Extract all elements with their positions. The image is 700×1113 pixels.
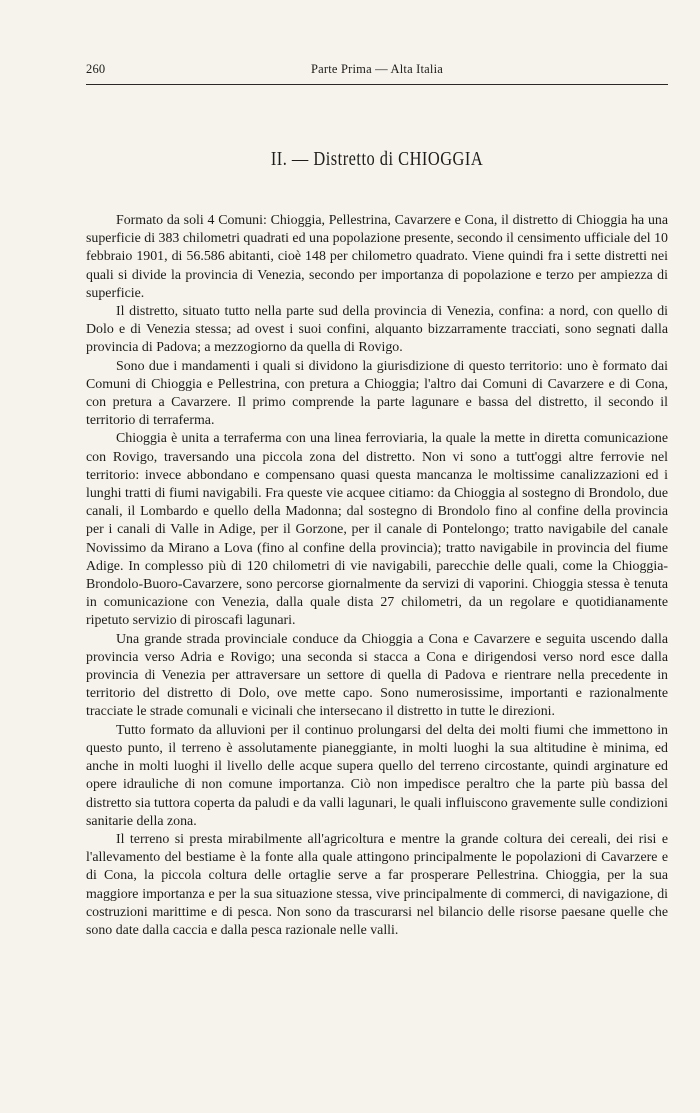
paragraph: Una grande strada provinciale conduce da Chioggia a Cona e Cavarzere e seguita uscendo dalla provincia verso Adria e Rovigo; una seconda si stacca a Cona e dirigendosi verso nord esce dalla provincia di Venezia per attraversare un settore di quella di Padova e rientrare nella precedente in territorio del distretto di Dolo, ove mette capo. Sono numerosissime, importanti e razionalmente tracciate le strade comunali e vicinali che intersecano il distretto in tutte le direzioni.	[86, 631, 668, 720]
body-text	[86, 212, 668, 940]
chapter-title: II. — Distretto di CHIOGGIA	[270, 148, 484, 170]
paragraph: Il distretto, situato tutto nella parte sud della provincia di Venezia, confina: a nord, con quello di Dolo e di Venezia stessa; ad ovest i suoi confini, alquanto bizzarramente tracciati, sono segnati dalla provincia di Padova; a mezzogiorno da quella di Rovigo.	[86, 304, 668, 356]
paragraph: Chioggia è unita a terraferma con una linea ferroviaria, la quale la mette in diretta comunicazione con Rovigo, traversando una piccola zona del distretto. Non vi sono a tutt'oggi altre ferrovie nel territorio: invece abbondano e compensano quasi questa mancanza le moltissime canalizzazioni ed i lunghi tratti di fiumi navigabili. Fra queste vie acquee citiamo: da Chioggia al sostegno di Brondolo, due canali, il Lombardo e quello della Madonna; dal sostegno di Brondolo fino al confine della provincia per i canali di Valle in Adige, per il Gorzone, per il canale di Pontelongo; tratto navigabile del canale Novissimo da Mirano a Lova (fino al confine della provincia); tratto navigabile in provincia del fiume Adige. In complesso più di 120 chilometri di vie navigabili, parecchie delle quali, come la Chioggia-Brondolo-Buoro-Cavarzere, sono percorse giornalmente da servizi di vaporini. Chioggia stessa è tenuta in comunicazione con Venezia, dalla quale dista 27 chilometri, da un regolare e quotidianamente ripetuto servizio di piroscafi lagunari.	[86, 431, 668, 629]
paragraph: Il terreno si presta mirabilmente all'agricoltura e mentre la grande coltura dei cereali, dei risi e l'allevamento del bestiame è la fonte alla quale attingono principalmente le popolazioni di Cavarzere e di Cona, la piccola coltura delle ortaglie serve a far prosperare Pellestrina. Chioggia, per la sua maggiore importanza e per la sua situazione stessa, vive principalmente di commerci, di navigazione, di costruzioni marittime e di pesca. Non sono da trascurarsi nel bilancio delle risorse paesane quelle che sono date dalla caccia e dalla pesca razionale nelle valli.	[86, 831, 668, 938]
paragraph: Sono due i mandamenti i quali si dividono la giurisdizione di questo territorio: uno è formato dai Comuni di Chioggia e Pellestrina, con pretura a Chioggia; l'altro dai Comuni di Cavarzere e di Cona, con pretura a Cavarzere. Il primo comprende la parte lagunare e bassa del distretto, il secondo il territorio di terraferma.	[86, 358, 668, 429]
running-title: Parte Prima — Alta Italia	[310, 62, 444, 76]
paragraph: Tutto formato da alluvioni per il continuo prolungarsi del delta dei molti fiumi che immettono in questo punto, il terreno è assolutamente pianeggiante, in molti luoghi la sua altitudine è minima, ed anche in molti luoghi il livello delle acque supera quello del terreno circostante, quindi arginature ed opere idrauliche di non comune importanza. Ciò non impedisce peraltro che la parte più bassa del distretto sia tuttora coperta da paludi e da valli lagunari, le quali influiscono gravemente sulle condizioni sanitarie della zona.	[86, 722, 668, 829]
page-number: 260	[86, 62, 106, 76]
paragraph: Formato da soli 4 Comuni: Chioggia, Pellestrina, Cavarzere e Cona, il distretto di Chioggia ha una superficie di 383 chilometri quadrati ed una popolazione presente, secondo il censimento ufficiale del 10 febbraio 1901, di 56.586 abitanti, cioè 148 per chilometro quadrato. Viene quindi fra i sette distretti nei quali si divide la provincia di Venezia, secondo per importanza di popolazione e terzo per ampiezza di superficie.	[86, 213, 668, 301]
header-rule	[86, 84, 668, 85]
